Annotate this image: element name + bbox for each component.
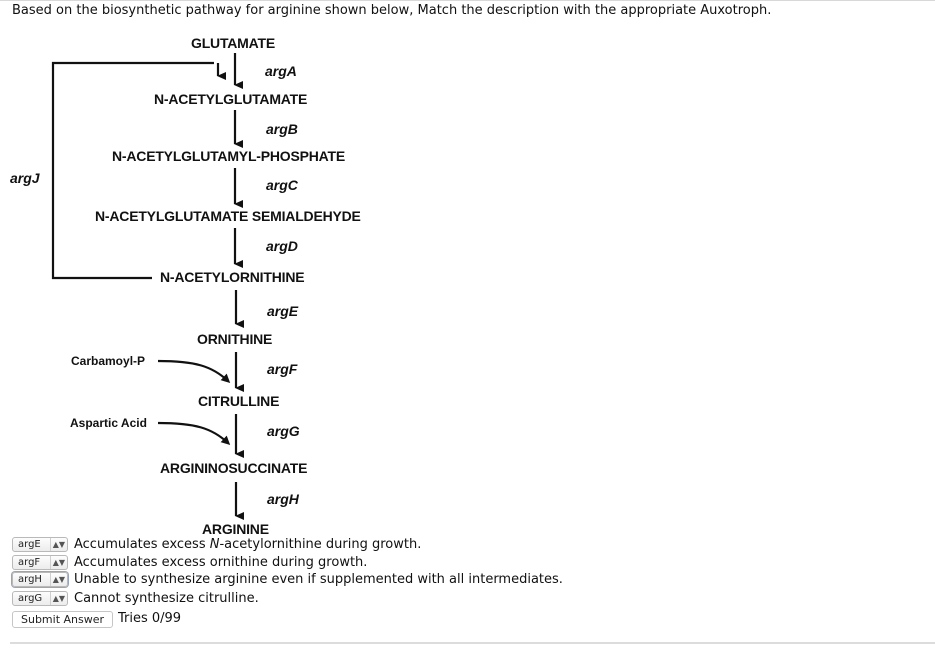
gene-argA: argA bbox=[265, 63, 297, 79]
submit-answer-button[interactable]: Submit Answer bbox=[12, 611, 113, 628]
compound-ornithine: ORNITHINE bbox=[197, 331, 273, 347]
match-row bbox=[12, 571, 563, 588]
gene-argF: argF bbox=[267, 361, 298, 377]
compound-n-acetylglutamate: N-ACETYLGLUTAMATE bbox=[154, 91, 308, 107]
gene-argB: argB bbox=[266, 121, 298, 137]
gene-argH: argH bbox=[267, 491, 299, 507]
gene-argE: argE bbox=[267, 303, 299, 319]
auxotroph-select[interactable] bbox=[12, 591, 68, 606]
auxotroph-select-value: argF bbox=[18, 557, 41, 568]
gene-argG: argG bbox=[267, 423, 300, 439]
match-description: Unable to synthesize arginine even if supplemented with all intermediates. bbox=[74, 572, 563, 587]
input-carbamoyl-p: Carbamoyl-P bbox=[71, 354, 146, 368]
tries-counter: Tries 0/99 bbox=[118, 611, 182, 626]
gene-argD: argD bbox=[266, 238, 298, 254]
match-row bbox=[12, 590, 259, 607]
compound-n-acetylglutamyl-phosphate: N-ACETYLGLUTAMYL-PHOSPHATE bbox=[112, 148, 346, 164]
select-chevron-icon: ▲▼ bbox=[50, 573, 65, 586]
match-row bbox=[12, 536, 421, 553]
auxotroph-select[interactable] bbox=[12, 555, 68, 570]
gene-argC: argC bbox=[266, 177, 298, 193]
compound-arginine: ARGININE bbox=[202, 521, 269, 537]
aspartic-arrow bbox=[158, 423, 228, 443]
question-prompt: Based on the biosynthetic pathway for arginine shown below, Match the description with the appropriate Auxotroph. bbox=[12, 3, 772, 18]
auxotroph-select-value: argE bbox=[18, 539, 41, 550]
compound-argininosuccinate: ARGININOSUCCINATE bbox=[160, 460, 308, 476]
match-row bbox=[12, 554, 367, 571]
compound-n-acetylornithine: N-ACETYLORNITHINE bbox=[160, 269, 305, 285]
auxotroph-select-value: argH bbox=[18, 574, 42, 585]
compound-citrulline: CITRULLINE bbox=[198, 393, 280, 409]
compound-n-acetylglutamate-semialdehyde: N-ACETYLGLUTAMATE SEMIALDEHYDE bbox=[95, 208, 361, 224]
select-chevron-icon: ▲▼ bbox=[50, 556, 65, 569]
bottom-divider bbox=[10, 642, 935, 644]
match-description: Accumulates excess ornithine during growth. bbox=[74, 555, 368, 570]
input-aspartic-acid: Aspartic Acid bbox=[70, 416, 147, 430]
select-chevron-icon: ▲▼ bbox=[50, 538, 65, 551]
compound-glutamate: GLUTAMATE bbox=[191, 35, 275, 51]
match-description: Cannot synthesize citrulline. bbox=[74, 591, 259, 606]
auxotroph-select[interactable] bbox=[12, 572, 68, 587]
gene-argJ: argJ bbox=[10, 170, 40, 186]
carbamoyl-arrow bbox=[158, 361, 228, 381]
auxotroph-select[interactable] bbox=[12, 537, 68, 552]
select-chevron-icon: ▲▼ bbox=[50, 592, 65, 605]
auxotroph-select-value: argG bbox=[18, 593, 43, 604]
match-description: Accumulates excess N-acetylornithine during growth. bbox=[74, 537, 422, 552]
